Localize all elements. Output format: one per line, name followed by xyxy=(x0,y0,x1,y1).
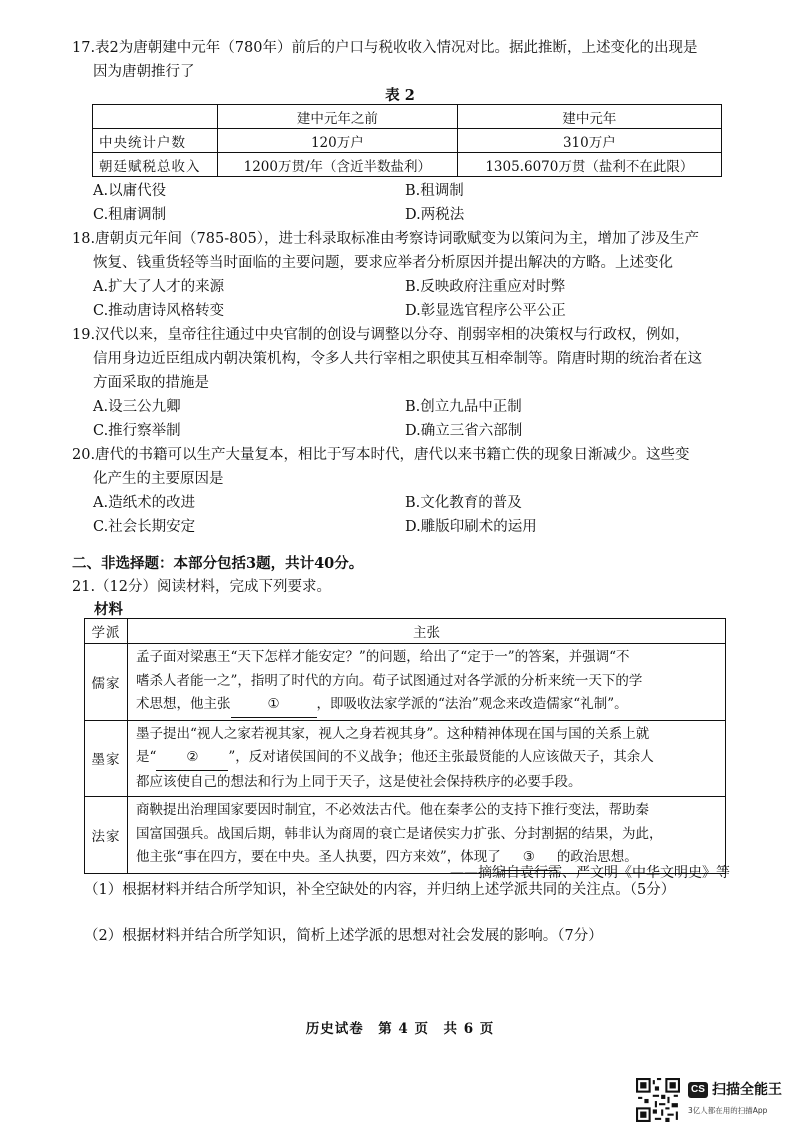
col-claim-header: 主张 xyxy=(128,619,726,644)
claim-text: 他主张“事在四方，要在中央。圣人执要，四方来效”，体现了 xyxy=(136,849,501,865)
q20-option-d: D.雕版印刷术的运用 xyxy=(405,519,537,535)
camscanner-logo: CS xyxy=(688,1082,708,1098)
table2-caption: 表 2 xyxy=(385,87,415,104)
school-name: 墨家 xyxy=(85,720,128,797)
table2-cell: 310万户 xyxy=(457,129,721,153)
q18-stem-line1: 18.唐朝贞元年间（785-805），进士科录取标准由考察诗词歌赋变为以策问为主，增加了涉及生产 xyxy=(72,231,700,247)
q17-option-c: C.租庸调制 xyxy=(93,207,167,223)
claim-line: 孟子面对梁惠王“天下怎样才能安定？”的问题，给出了“定于一”的答案，并强调“不 xyxy=(136,649,630,665)
q20-stem-line1: 20.唐代的书籍可以生产大量复本，相比于写本时代，唐代以来书籍亡佚的现象日渐减少。这些变 xyxy=(72,447,690,463)
q18-option-b: B.反映政府注重应对时弊 xyxy=(405,279,566,295)
table2 xyxy=(92,104,722,177)
q19-option-d: D.确立三省六部制 xyxy=(405,423,523,439)
q18-option-c: C.推动唐诗风格转变 xyxy=(93,303,225,319)
q18-option-a: A.扩大了人才的来源 xyxy=(93,279,225,295)
claim-text: ”，反对诸侯国间的不义战争；他还主张最贤能的人应该做天子，其余人 xyxy=(228,749,654,765)
brand-tagline: 3亿人都在用的扫描App xyxy=(688,1106,768,1115)
q17-option-a: A.以庸代役 xyxy=(93,183,167,199)
school-claim xyxy=(128,644,726,721)
q19-stem-line2: 信用身边近臣组成内朝决策机构，令多人共行宰相之职使其互相牵制等。隋唐时期的统治者在这 xyxy=(93,351,702,367)
q19-stem-line3: 方面采取的措施是 xyxy=(93,375,209,391)
q20-option-b: B.文化教育的普及 xyxy=(405,495,522,511)
q21-subquestion-1: （1）根据材料并结合所学知识，补全空缺处的内容，并归纳上述学派共同的关注点。（5分） xyxy=(84,882,676,898)
answer-blank-3: ③ xyxy=(501,846,557,871)
claim-line: 国富国强兵。战国后期，韩非认为商周的衰亡是诸侯实力扩张、分封割据的结果，为此， xyxy=(136,825,663,842)
q19-option-c: C.推行察举制 xyxy=(93,423,181,439)
q20-option-a: A.造纸术的改进 xyxy=(93,495,196,511)
table2-corner-cell xyxy=(93,105,218,129)
scanner-watermark xyxy=(636,1078,796,1126)
q19-stem-line1: 19.汉代以来，皇帝往往通过中央官制的创设与调整以分夺、削弱宰相的决策权与行政权，例如， xyxy=(72,327,690,343)
q20-stem-line2: 化产生的主要原因是 xyxy=(93,471,224,487)
q17-stem-line2: 因为唐朝推行了 xyxy=(93,64,195,80)
q17-option-d: D.两税法 xyxy=(405,207,465,223)
claim-text: 是“ xyxy=(136,749,157,765)
q17-option-b: B.租调制 xyxy=(405,183,464,199)
claim-text: 术思想，他主张 xyxy=(136,696,231,712)
table2-row xyxy=(93,129,722,153)
material-row-mohist xyxy=(85,720,726,797)
table2-header-row xyxy=(93,105,722,129)
table2-cell: 120万户 xyxy=(218,129,458,153)
table2-header-after: 建中元年 xyxy=(457,105,721,129)
section-heading: 二、非选择题：本部分包括3题，共计40分。 xyxy=(72,555,364,572)
claim-line: 都应该使自己的想法和行为上同于天子，这是使社会保持秩序的必要手段。 xyxy=(136,773,582,790)
q20-option-c: C.社会长期安定 xyxy=(93,519,196,535)
table2-row-label: 中央统计户数 xyxy=(93,129,218,153)
material-table xyxy=(84,618,726,874)
page-footer: 历史试卷 第 4 页 共 6 页 xyxy=(305,1021,495,1037)
claim-line xyxy=(136,693,717,718)
answer-blank-1: ① xyxy=(231,693,317,718)
answer-blank-2: ② xyxy=(156,746,228,771)
material-header-row xyxy=(85,619,726,644)
school-name: 儒家 xyxy=(85,644,128,721)
q19-option-b: B.创立九品中正制 xyxy=(405,399,522,415)
table2-header-before: 建中元年之前 xyxy=(218,105,458,129)
school-name: 法家 xyxy=(85,797,128,874)
claim-text: ，即吸收法家学派的“法治”观念来改造儒家“礼制”。 xyxy=(316,696,628,712)
table2-cell: 1305.6070万贯（盐利不在此限） xyxy=(457,153,721,177)
claim-line xyxy=(136,746,717,771)
q18-stem-line2: 恢复、钱重货轻等当时面临的主要问题，要求应举者分析原因并提出解决的方略。上述变化 xyxy=(93,255,673,271)
material-label: 材料 xyxy=(94,601,123,618)
q21-subquestion-2: （2）根据材料并结合所学知识，简析上述学派的思想对社会发展的影响。（7分） xyxy=(84,928,603,944)
q18-option-d: D.彰显选官程序公平公正 xyxy=(405,303,566,319)
brand-name: 扫描全能王 xyxy=(712,1082,782,1098)
col-school-header: 学派 xyxy=(85,619,128,644)
claim-line: 商鞅提出治理国家要因时制宜，不必效法古代。他在秦孝公的支持下推行变法，帮助秦 xyxy=(136,802,649,818)
claim-text: 的政治思想。 xyxy=(556,849,638,865)
table2-row-label: 朝廷赋税总收入 xyxy=(93,153,218,177)
qr-code-icon xyxy=(636,1078,680,1122)
claim-line: 墨子提出“视人之家若视其家，视人之身若视其身”。这种精神体现在国与国的关系上就 xyxy=(136,725,650,742)
q17-stem-line1: 17.表2为唐朝建中元年（780年）前后的户口与税收收入情况对比。据此推断，上述变化的出现是 xyxy=(72,40,698,56)
material-row-confucian xyxy=(85,644,726,721)
table2-cell: 1200万贯/年（含近半数盐利） xyxy=(218,153,458,177)
q19-option-a: A.设三公九卿 xyxy=(93,399,181,415)
material-source: ——摘编自袁行霈、严文明《中华文明史》等 xyxy=(450,865,730,881)
claim-line: 嗜杀人者能一之”，指明了时代的方向。荀子试图通过对各学派的分析来统一天下的学 xyxy=(136,672,643,689)
table2-row xyxy=(93,153,722,177)
school-claim xyxy=(128,720,726,797)
q21-stem: 21.（12分）阅读材料，完成下列要求。 xyxy=(72,579,332,595)
